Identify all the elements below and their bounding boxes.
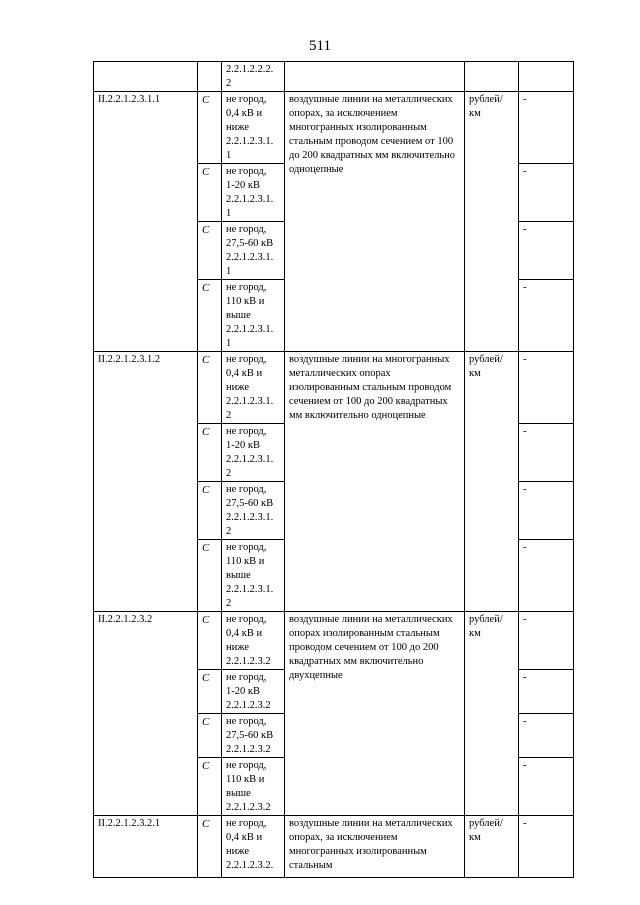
value-cell: - <box>519 92 574 164</box>
code-cell: II.2.2.1.2.3.2 <box>94 612 198 816</box>
condition-cell: не город, 27,5-60 кВ 2.2.1.2.3.2 <box>222 714 285 758</box>
condition-cell: 2.2.1.2.2.2. 2 <box>222 62 285 92</box>
letter-cell: С <box>198 540 222 612</box>
condition-cell: не город, 1-20 кВ 2.2.1.2.3.1. 2 <box>222 424 285 482</box>
page-number: 511 <box>309 38 331 54</box>
value-cell: - <box>519 540 574 612</box>
condition-cell: не город, 1-20 кВ 2.2.1.2.3.2 <box>222 670 285 714</box>
table-row <box>94 92 574 164</box>
value-cell: - <box>519 222 574 280</box>
condition-cell: не город, 27,5-60 кВ 2.2.1.2.3.1. 2 <box>222 482 285 540</box>
description-cell: воздушные линии на многогранных металлических опорах изолированным стальным проводом сечением от 100 до 200 квадратных мм включительно одноцепные <box>285 352 465 612</box>
table-row <box>94 816 574 878</box>
unit-cell: рублей/ км <box>465 816 519 878</box>
condition-cell: не город, 110 кВ и выше 2.2.1.2.3.1. 1 <box>222 280 285 352</box>
letter-cell: С <box>198 92 222 164</box>
value-cell: - <box>519 758 574 816</box>
value-cell: - <box>519 482 574 540</box>
value-cell: - <box>519 164 574 222</box>
description-cell: воздушные линии на металлических опорах, за исключением многогранных изолированным стальным <box>285 816 465 878</box>
condition-cell: не город, 110 кВ и выше 2.2.1.2.3.1. 2 <box>222 540 285 612</box>
unit-cell: рублей/ км <box>465 92 519 352</box>
value-cell: - <box>519 424 574 482</box>
code-cell <box>94 62 198 92</box>
condition-cell: не город, 0,4 кВ и ниже 2.2.1.2.3.2 <box>222 612 285 670</box>
letter-cell: С <box>198 424 222 482</box>
letter-cell: С <box>198 612 222 670</box>
condition-cell: не город, 110 кВ и выше 2.2.1.2.3.2 <box>222 758 285 816</box>
description-cell: воздушные линии на металлических опорах изолированным стальным проводом сечением от 100 до 200 квадратных мм включительно двухцепные <box>285 612 465 816</box>
letter-cell: С <box>198 758 222 816</box>
condition-cell: не город, 0,4 кВ и ниже 2.2.1.2.3.2. <box>222 816 285 878</box>
value-cell: - <box>519 612 574 670</box>
letter-cell: С <box>198 482 222 540</box>
code-cell: II.2.2.1.2.3.1.2 <box>94 352 198 612</box>
unit-cell: рублей/ км <box>465 352 519 612</box>
value-cell: - <box>519 352 574 424</box>
value-cell: - <box>519 816 574 878</box>
code-cell: II.2.2.1.2.3.2.1 <box>94 816 198 878</box>
letter-cell: С <box>198 670 222 714</box>
letter-cell: С <box>198 714 222 758</box>
table-row-continued <box>94 62 574 92</box>
table-row <box>94 612 574 670</box>
condition-cell: не город, 27,5-60 кВ 2.2.1.2.3.1. 1 <box>222 222 285 280</box>
value-cell: - <box>519 714 574 758</box>
tariff-table <box>93 61 574 878</box>
letter-cell: С <box>198 816 222 878</box>
condition-cell: не город, 1-20 кВ 2.2.1.2.3.1. 1 <box>222 164 285 222</box>
letter-cell: С <box>198 164 222 222</box>
code-cell: II.2.2.1.2.3.1.1 <box>94 92 198 352</box>
letter-cell: С <box>198 222 222 280</box>
value-cell <box>519 62 574 92</box>
unit-cell <box>465 62 519 92</box>
description-cell <box>285 62 465 92</box>
letter-cell <box>198 62 222 92</box>
value-cell: - <box>519 280 574 352</box>
unit-cell: рублей/ км <box>465 612 519 816</box>
description-cell: воздушные линии на металлических опорах, за исключением многогранных изолированным стальным проводом сечением от 100 до 200 квадратных мм включительно одноцепные <box>285 92 465 352</box>
letter-cell: С <box>198 280 222 352</box>
value-cell: - <box>519 670 574 714</box>
condition-cell: не город, 0,4 кВ и ниже 2.2.1.2.3.1. 2 <box>222 352 285 424</box>
letter-cell: С <box>198 352 222 424</box>
table-row <box>94 352 574 424</box>
condition-cell: не город, 0,4 кВ и ниже 2.2.1.2.3.1. 1 <box>222 92 285 164</box>
